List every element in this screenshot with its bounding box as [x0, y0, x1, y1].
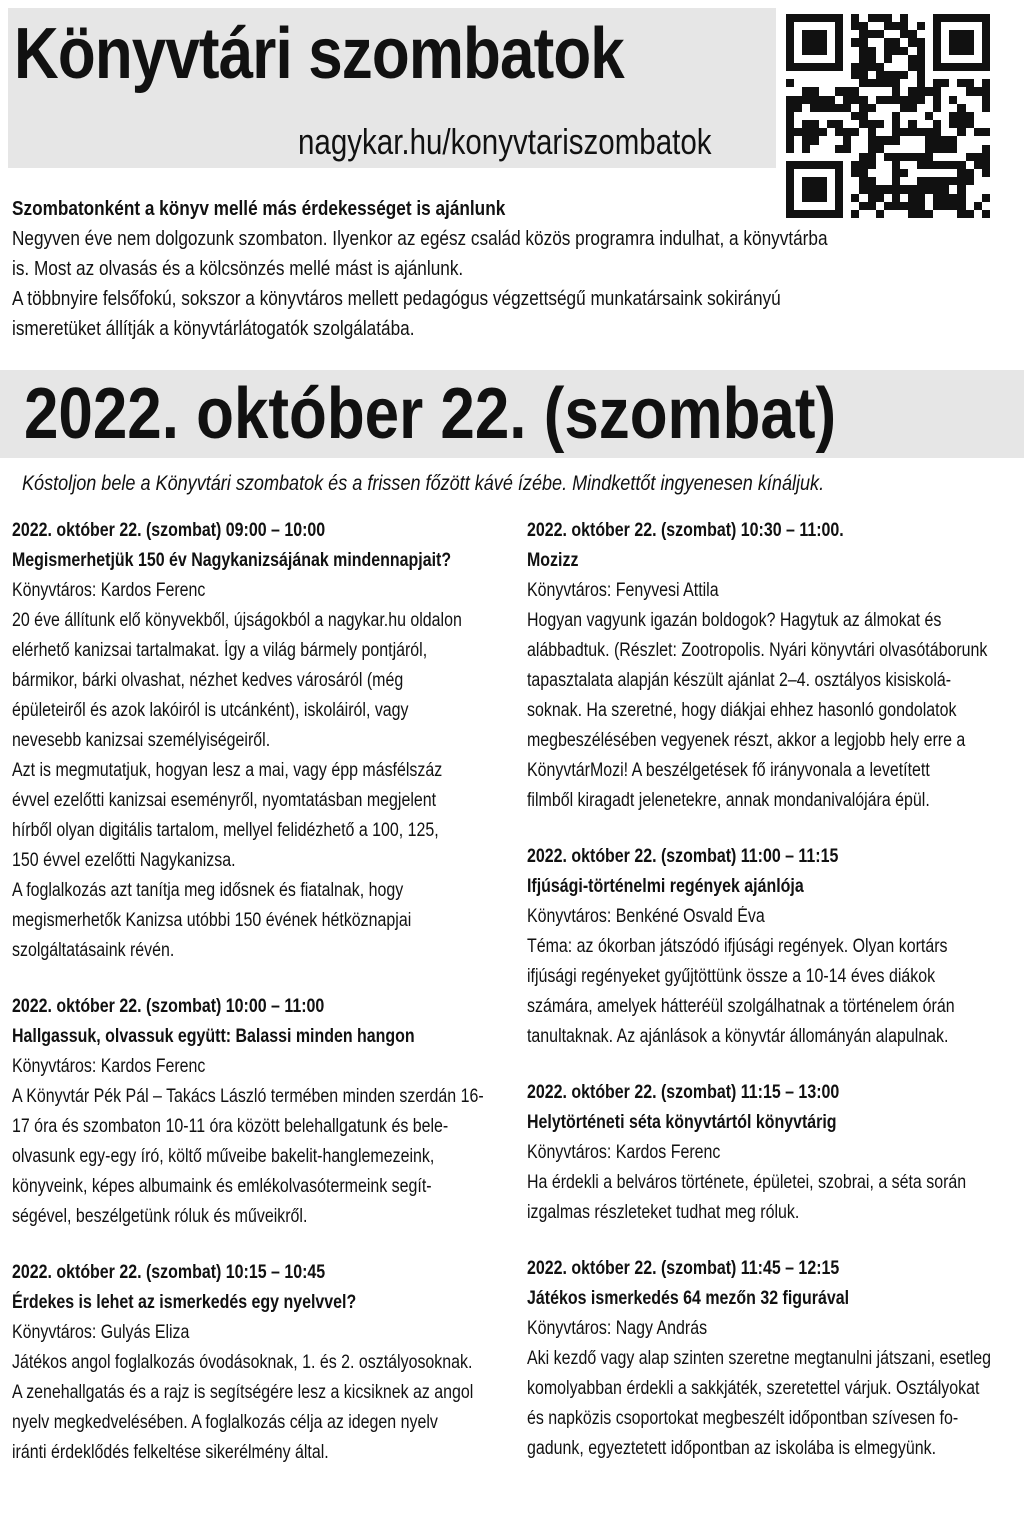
event-librarian: Könyvtáros: Kardos Ferenc — [527, 1142, 721, 1163]
event-item — [527, 1078, 1007, 1228]
event-body-line: megismerhetők Kanizsa utóbbi 150 évének hétköznapjai — [12, 910, 412, 931]
event-title: Helytörténeti séta könyvtártól könyvtárig — [527, 1112, 837, 1133]
event-body-line: A Könyvtár Pék Pál – Takács László termében minden szerdán 16- — [12, 1086, 484, 1107]
event-body-line: komolyabban érdekli a sakkjáték, szeretettel várjuk. Osztályokat — [527, 1378, 980, 1399]
event-librarian: Könyvtáros: Fenyvesi Attila — [527, 580, 719, 601]
event-body-line: iránti érdeklődés felkeltése sikerélmény által. — [12, 1442, 329, 1463]
event-body-line: bármikor, bárki olvashat, nézhet kedves városáról (még — [12, 670, 404, 691]
intro-line: ismeretüket állítják a könyvtárlátogatók szolgálatába. — [12, 318, 415, 340]
event-time: 2022. október 22. (szombat) 10:15 – 10:45 — [12, 1262, 326, 1283]
event-title: Érdekes is lehet az ismerkedés egy nyelvvel? — [12, 1292, 357, 1313]
event-time: 2022. október 22. (szombat) 11:45 – 12:15 — [527, 1258, 840, 1279]
event-body-line: alábbadtuk. (Részlet: Zootropolis. Nyári könyvtári olvasótáborunk — [527, 640, 988, 661]
event-body-line: és napközis csoportokat megbeszélt időpontban szívesen fo- — [527, 1408, 959, 1429]
intro-line: is. Most az olvasás és a kölcsönzés mellé mást is ajánlunk. — [12, 258, 464, 280]
event-title: Játékos ismerkedés 64 mezőn 32 figurával — [527, 1288, 850, 1309]
event-body-line: A foglalkozás azt tanítja meg idősnek és fiatalnak, hogy — [12, 880, 404, 901]
event-body-line: hírből olyan digitális tartalom, mellyel felidézhető a 100, 125, — [12, 820, 439, 841]
event-body-line: számára, amelyek hátteréül szolgálhatnak a történelem órán — [527, 996, 955, 1017]
event-time: 2022. október 22. (szombat) 10:00 – 11:00 — [12, 996, 325, 1017]
event-librarian: Könyvtáros: Kardos Ferenc — [12, 580, 206, 601]
event-time: 2022. október 22. (szombat) 10:30 – 11:00. — [527, 520, 844, 541]
event-item — [12, 1258, 492, 1468]
event-title: Hallgassuk, olvassuk együtt: Balassi minden hangon — [12, 1026, 415, 1047]
event-title: Ifjúsági-történelmi regények ajánlója — [527, 876, 804, 897]
event-time: 2022. október 22. (szombat) 11:15 – 13:00 — [527, 1082, 840, 1103]
website-url[interactable]: nagykar.hu/konyvtariszombatok — [298, 121, 712, 162]
event-body-line: olvasunk egy-egy író, költő műveibe bakelit-hanglemezeink, — [12, 1146, 435, 1167]
event-librarian: Könyvtáros: Nagy András — [527, 1318, 708, 1339]
qr-code-icon[interactable] — [786, 14, 990, 218]
event-body-line: gadunk, egyeztetett időpontban az iskolába is elmegyünk. — [527, 1438, 937, 1459]
event-body-line: ségével, beszélgetünk róluk és műveikről. — [12, 1206, 308, 1227]
event-body-line: KönyvtárMozi! A beszélgetések fő irányvonala a levetített — [527, 760, 930, 781]
intro-line: A többnyire felsőfokú, sokszor a könyvtáros mellett pedagógus végzettségű munkatársaink sokirányú — [12, 288, 781, 310]
event-body-line: filmből kiragadt jelenetekre, annak mondanivalójára épül. — [527, 790, 930, 811]
event-body-line: 17 óra és szombaton 10-11 óra között belehallgatunk és bele- — [12, 1116, 449, 1137]
event-body-line: könyveink, képes albumaink és emlékolvasótermeink segít- — [12, 1176, 432, 1197]
events-left-column — [12, 516, 492, 1494]
event-librarian: Könyvtáros: Gulyás Eliza — [12, 1322, 190, 1343]
intro-line: Negyven éve nem dolgozunk szombaton. Ilyenkor az egész család közös programra indulhat, a könyvtárba — [12, 228, 828, 250]
intro-section — [12, 194, 1002, 344]
intro-lead: Szombatonként a könyv mellé más érdekességet is ajánlunk — [12, 198, 506, 220]
event-item — [12, 516, 492, 966]
page-title: Könyvtári szombatok — [14, 14, 624, 94]
event-item — [527, 1254, 1007, 1464]
event-title: Megismerhetjük 150 év Nagykanizsájának mindennapjait? — [12, 550, 452, 571]
event-body-line: Téma: az ókorban játszódó ifjúsági regények. Olyan kortárs — [527, 936, 948, 957]
event-body-line: Ha érdekli a belváros története, épületei, szobrai, a séta során — [527, 1172, 967, 1193]
event-item — [527, 516, 1007, 816]
event-body-line: 20 éve állítunk elő könyvekből, újságokból a nagykar.hu oldalon — [12, 610, 462, 631]
event-body-line: izgalmas részleteket tudhat meg róluk. — [527, 1202, 800, 1223]
event-body-line: A zenehallgatás és a rajz is segítségére lesz a kicsiknek az angol — [12, 1382, 474, 1403]
event-body-line: 150 évvel ezelőtti Nagykanizsa. — [12, 850, 236, 871]
event-body-line: szolgáltatásaink révén. — [12, 940, 175, 961]
event-body-line: évvel ezelőtti kanizsai eseményről, nyomtatásban megjelent — [12, 790, 437, 811]
events-right-column — [527, 516, 1007, 1490]
event-body-line: megbeszélésében vegyenek részt, akkor a legjobb hely erre a — [527, 730, 966, 751]
event-librarian: Könyvtáros: Benkéné Osvald Éva — [527, 906, 765, 927]
event-body-line: soknak. Ha szeretné, hogy diákjai ehhez hasonló gondolatok — [527, 700, 957, 721]
date-banner: 2022. október 22. (szombat) — [24, 374, 837, 454]
event-body-line: elérhető kanizsai tartalmakat. Így a világ bármely pontjáról, — [12, 640, 428, 661]
event-body-line: épületeiről és azok lakóiról is utcánként), iskoláiról, vagy — [12, 700, 409, 721]
event-body-line: Játékos angol foglalkozás óvodásoknak, 1. és 2. osztályosoknak. — [12, 1352, 473, 1373]
event-body-line: Aki kezdő vagy alap szinten szeretne megtanulni játszani, esetleg — [527, 1348, 991, 1369]
event-body-line: nevesebb kanizsai személyiségeiről. — [12, 730, 271, 751]
event-body-line: Azt is megmutatjuk, hogyan lesz a mai, vagy épp másfélszáz — [12, 760, 443, 781]
event-body-line: nyelv megkedvelésében. A foglalkozás célja az idegen nyelv — [12, 1412, 438, 1433]
event-body-line: tanultaknak. Az ajánlások a könyvtár állományán alapulnak. — [527, 1026, 949, 1047]
event-title: Mozizz — [527, 550, 579, 571]
event-item — [12, 992, 492, 1232]
event-item — [527, 842, 1007, 1052]
event-body-line: tapasztalata alapján készült ajánlat 2–4. osztályos kisiskolá- — [527, 670, 952, 691]
event-body-line: Hogyan vagyunk igazán boldogok? Hagytuk az álmokat és — [527, 610, 942, 631]
tagline: Kóstoljon bele a Könyvtári szombatok és a frissen főzött kávé ízébe. Mindkettőt ingyenesen kínáljuk. — [22, 472, 825, 495]
event-time: 2022. október 22. (szombat) 11:00 – 11:15 — [527, 846, 839, 867]
event-time: 2022. október 22. (szombat) 09:00 – 10:00 — [12, 520, 326, 541]
event-body-line: ifjúsági regényeket gyűjtöttünk össze a 10-14 éves diákok — [527, 966, 936, 987]
event-librarian: Könyvtáros: Kardos Ferenc — [12, 1056, 206, 1077]
